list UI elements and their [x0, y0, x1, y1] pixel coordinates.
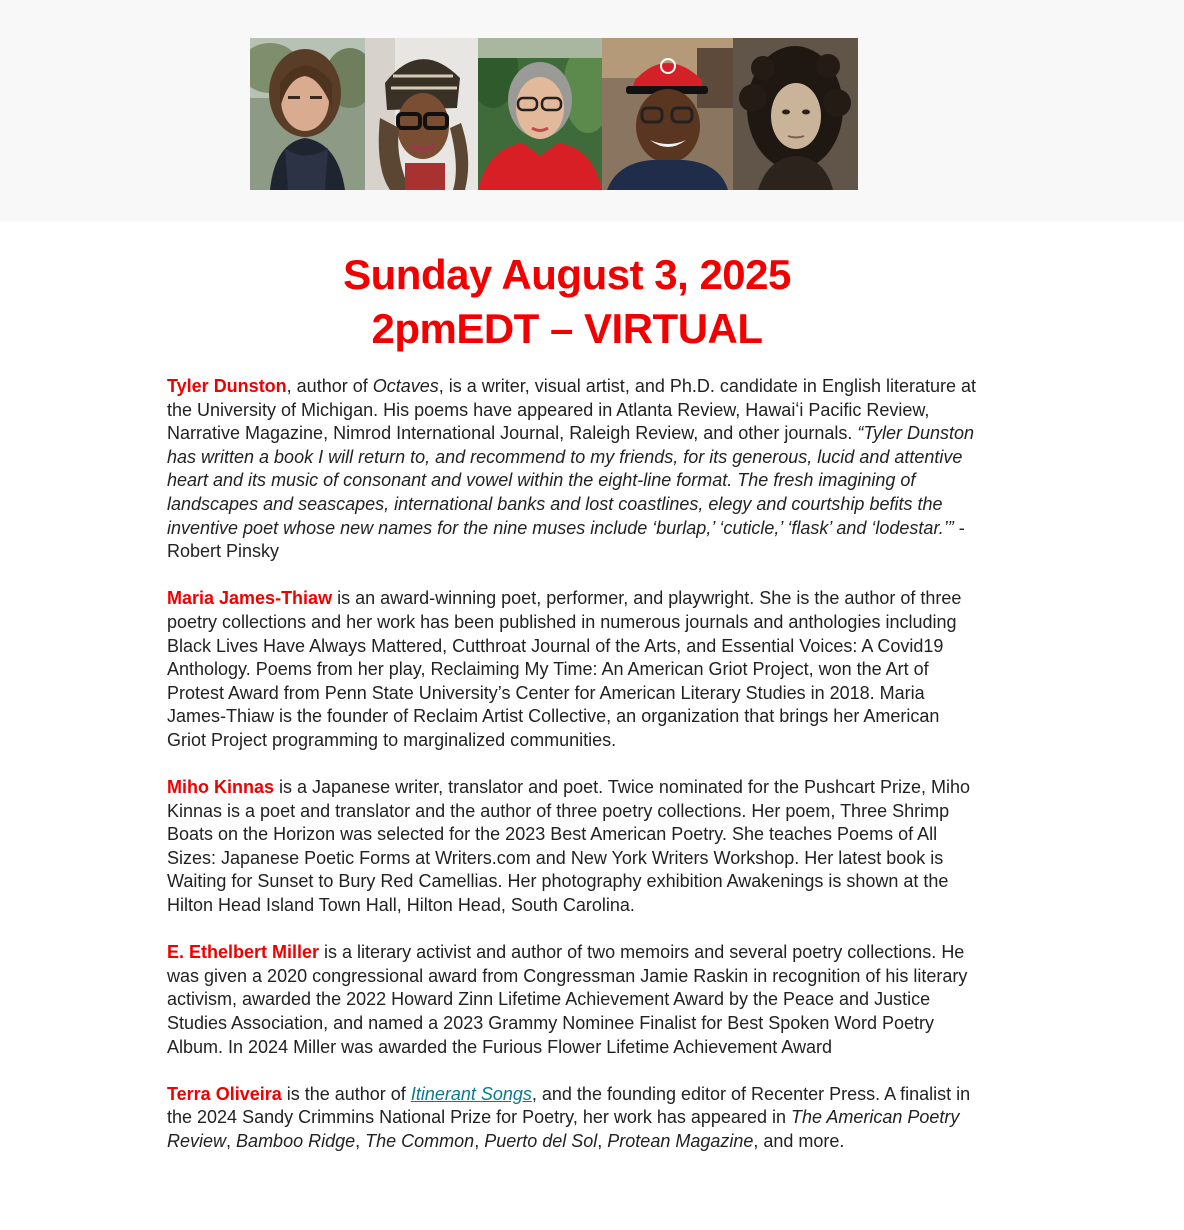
event-time: 2pmEDT – VIRTUAL — [371, 305, 763, 352]
bio-maria-james-thiaw — [167, 587, 977, 752]
bio-text: , author of — [286, 376, 373, 396]
bio-text: , is a writer, visual artist, and Ph.D. candidate in English literature at the University of Michigan. His poems have appeared in Atlanta Review, Hawaiʻi Pacific Review, Narrative Magazine, Nimrod International Journal, Raleigh Review, and other journals. — [167, 376, 977, 444]
bio-e-ethelbert-miller — [167, 941, 977, 1059]
publication-title: The Common — [365, 1131, 475, 1151]
bio-text: is an award-winning poet, performer, and playwright. She is the author of three poetry collections and her work has been published in numerous journals and anthologies including Black Lives Have Always Mattered, Cutthroat Journal of the Arts, and Essential Voices: A Covid19 Anthology. Poems from her play, Reclaiming My Time: An American Griot Project, won the Art of Protest Award from Penn State University’s Center for American Literary Studies in 2018. Maria James-Thiaw is the founder of Reclaim Artist Collective, an organization that brings her American Griot Project programming to marginalized communities. — [167, 588, 962, 750]
event-headline — [0, 248, 1134, 356]
bio-name: Miho Kinnas — [167, 777, 274, 798]
bio-text: , and more. — [753, 1131, 845, 1151]
publication-title: Bamboo Ridge — [236, 1131, 356, 1151]
bio-name: E. Ethelbert Miller — [167, 942, 320, 963]
bio-name: Tyler Dunston — [167, 376, 287, 396]
bio-text: is the author of — [281, 1083, 411, 1104]
blurb-quote: “Tyler Dunston has written a book I will return to, and recommend to my friends, for its generous, lucid and attentive heart and its music of consonant and vowel within the eight-line format. The fresh imagining of landscapes and seascapes, international banks and lost coastlines, elegy and courtship befits the inventive poet whose new names for the nine muses include ‘burlap,’ ‘cuticle,’ ‘flask’ and ‘lodestar.’” — [167, 423, 975, 538]
portrait-photo-icon — [250, 38, 365, 190]
bio-text: is a literary activist and author of two memoirs and several poetry collections. He was given a 2020 congressional award from Congressman Jamie Raskin in recognition of his literary activism, awarded the 2022 Howard Zinn Lifetime Achievement Award by the Peace and Justice Studies Association, and named a 2023 Grammy Nominee Finalist for Best Spoken Word Poetry Album. In 2024 Miller was awarded the Furious Flower Lifetime Achievement Award — [167, 942, 968, 1057]
author-photo-strip — [250, 38, 858, 190]
bio-tyler-dunston — [167, 375, 977, 564]
separator: , — [355, 1131, 366, 1151]
bio-text: is a Japanese writer, translator and poet. Twice nominated for the Pushcart Prize, Miho Kinnas is a poet and translator and the author of three poetry collections. Her poem, Three Shrimp Boats on the Horizon was selected for the 2023 Best American Poetry. She teaches Poems of All Sizes: Japanese Poetic Forms at Writers.com and New York Writers Workshop. Her latest book is Waiting for Sunset to Bury Red Camellias. Her photography exhibition Awakenings is shown at the Hilton Head Island Town Hall, Hilton Head, South Carolina. — [167, 777, 971, 916]
separator: , — [474, 1131, 485, 1151]
book-link-itinerant-songs[interactable]: Itinerant Songs — [410, 1083, 532, 1104]
publication-title: The American Poetry Review — [167, 1107, 960, 1151]
bio-terra-oliveira — [167, 1083, 977, 1154]
book-title: Octaves — [372, 376, 439, 396]
separator: , — [226, 1131, 237, 1151]
publication-title: Puerto del Sol — [484, 1131, 598, 1151]
blurb-attribution: - Robert Pinsky — [167, 517, 965, 562]
portrait-photo-icon — [733, 38, 858, 190]
event-date: Sunday August 3, 2025 — [343, 251, 791, 298]
portrait-photo-icon — [602, 38, 733, 190]
bio-name: Terra Oliveira — [167, 1083, 282, 1104]
bio-miho-kinnas — [167, 776, 977, 918]
bio-text: , and the founding editor of Recenter Press. A finalist in the 2024 Sandy Crimmins National Prize for Poetry, her work has appeared in — [167, 1083, 971, 1128]
separator: , — [597, 1131, 608, 1151]
reader-bios — [167, 375, 977, 1177]
bio-name: Maria James-Thiaw — [167, 588, 333, 609]
portrait-photo-icon — [478, 38, 602, 190]
publication-title: Protean Magazine — [607, 1131, 754, 1151]
portrait-photo-icon — [365, 38, 478, 190]
